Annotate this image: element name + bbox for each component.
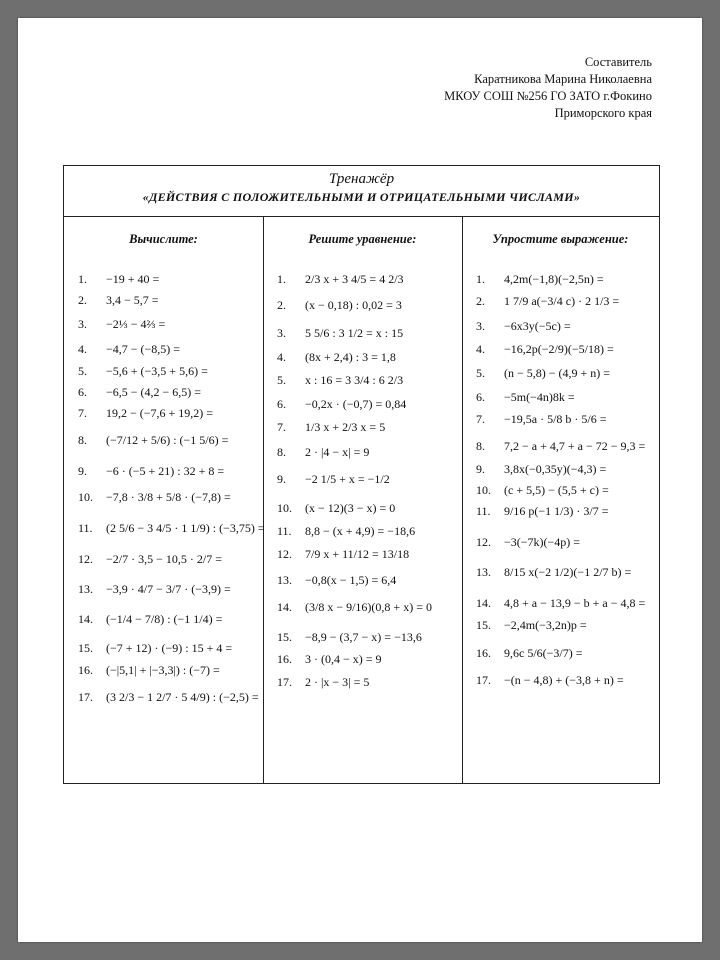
item-number: 11. — [476, 503, 491, 518]
list-item — [277, 442, 460, 462]
list-item — [476, 409, 657, 429]
author-name: Каратникова Марина Николаевна — [474, 72, 652, 86]
item-number: 10. — [476, 482, 491, 497]
item-number: 14. — [476, 595, 491, 610]
item-number: 5. — [476, 365, 485, 380]
list-item — [476, 480, 657, 500]
item-number: 16. — [476, 645, 491, 660]
list-item — [277, 649, 460, 669]
item-number: 15. — [277, 629, 292, 644]
item-number: 11. — [78, 520, 93, 535]
item-expression: −7,8 · 3/8 + 5/8 · (−7,8) = — [106, 489, 231, 504]
author-region: Приморского края — [554, 106, 652, 120]
item-number: 5. — [78, 363, 87, 378]
item-expression: (−1/4 − 7/8) : (−1 1/4) = — [106, 611, 223, 626]
item-expression: 3 · (0,4 − x) = 9 — [305, 651, 382, 666]
item-expression: (3/8 x − 9/16)(0,8 + x) = 0 — [305, 599, 432, 614]
list-item — [476, 316, 657, 336]
author-block — [444, 54, 652, 122]
item-expression: −2⅓ − 4⅔ = — [106, 316, 166, 331]
item-expression: −0,2x · (−0,7) = 0,84 — [305, 396, 407, 411]
item-number: 8. — [476, 438, 485, 453]
worksheet-table — [63, 165, 660, 784]
author-role: Составитель — [584, 55, 652, 69]
item-expression: 2 · |4 − x| = 9 — [305, 444, 370, 459]
list-item — [476, 593, 657, 613]
item-expression: 3,8x(−0,35y)(−4,3) = — [504, 461, 607, 476]
item-number: 17. — [476, 672, 491, 687]
item-number: 12. — [78, 551, 93, 566]
item-expression: −2/7 · 3,5 − 10,5 · 2/7 = — [106, 551, 222, 566]
item-expression: 7,2 − a + 4,7 + a − 72 − 9,3 = — [504, 438, 646, 453]
list-item — [476, 643, 657, 663]
item-number: 10. — [277, 500, 292, 515]
list-item — [277, 544, 460, 564]
item-expression: 3,4 − 5,7 = — [106, 292, 159, 307]
item-expression: 2/3 x + 3 4/5 = 4 2/3 — [305, 271, 404, 286]
document-page — [18, 18, 702, 942]
list-item — [78, 609, 261, 629]
item-number: 6. — [277, 396, 286, 411]
item-number: 11. — [277, 523, 292, 538]
item-number: 16. — [78, 662, 93, 677]
list-item — [277, 521, 460, 541]
item-expression: −6 · (−5 + 21) : 32 + 8 = — [106, 463, 225, 478]
list-item — [78, 638, 261, 658]
item-number: 4. — [476, 341, 485, 356]
list-item — [476, 532, 657, 552]
item-expression: −6,5 − (4,2 − 6,5) = — [106, 384, 202, 399]
column-title: Упростите выражение: — [492, 232, 629, 246]
list-item — [277, 672, 460, 692]
column-title: Решите уравнение: — [308, 232, 417, 246]
item-number: 1. — [476, 271, 485, 286]
item-expression: x : 16 = 3 3/4 : 6 2/3 — [305, 372, 404, 387]
item-expression: −19,5a · 5/8 b · 5/6 = — [504, 411, 607, 426]
item-number: 3. — [78, 316, 87, 331]
list-item — [78, 361, 261, 381]
list-item — [277, 597, 460, 617]
column-title: Вычислите: — [129, 232, 198, 246]
list-item — [476, 436, 657, 456]
list-item — [277, 627, 460, 647]
item-number: 15. — [78, 640, 93, 655]
item-expression: 4,8 + a − 13,9 − b + a − 4,8 = — [504, 595, 646, 610]
item-number: 3. — [277, 325, 286, 340]
item-expression: (c + 5,5) − (5,5 + c) = — [504, 482, 609, 497]
item-number: 9. — [277, 471, 286, 486]
item-number: 7. — [277, 419, 286, 434]
item-expression: (n − 5,8) − (4,9 + n) = — [504, 365, 611, 380]
item-number: 7. — [78, 405, 87, 420]
item-number: 2. — [277, 297, 286, 312]
item-number: 13. — [277, 572, 292, 587]
list-item — [78, 269, 261, 289]
worksheet-title: Тренажёр — [328, 171, 395, 187]
list-item — [476, 615, 657, 635]
worksheet-header — [64, 166, 659, 217]
item-number: 13. — [476, 564, 491, 579]
item-number: 4. — [78, 341, 87, 356]
item-expression: 9/16 p(−1 1/3) · 3/7 = — [504, 503, 609, 518]
list-item — [476, 501, 657, 521]
list-item — [78, 579, 261, 599]
item-number: 5. — [277, 372, 286, 387]
list-item — [277, 347, 460, 367]
item-expression: (8x + 2,4) : 3 = 1,8 — [305, 349, 396, 364]
list-item — [78, 290, 261, 310]
list-item — [476, 459, 657, 479]
item-expression: −3,9 · 4/7 − 3/7 · (−3,9) = — [106, 581, 231, 596]
item-expression: (x − 12)(3 − x) = 0 — [305, 500, 396, 515]
item-expression: −5,6 + (−3,5 + 5,6) = — [106, 363, 208, 378]
item-expression: −6x3y(−5c) = — [504, 318, 571, 333]
item-number: 6. — [78, 384, 87, 399]
author-school: МКОУ СОШ №256 ГО ЗАТО г.Фокино — [444, 89, 652, 103]
item-expression: −16,2p(−2/9)(−5/18) = — [504, 341, 614, 356]
list-item — [277, 417, 460, 437]
item-number: 6. — [476, 389, 485, 404]
item-expression: 8/15 x(−2 1/2)(−1 2/7 b) = — [504, 564, 632, 579]
list-item — [277, 370, 460, 390]
item-number: 14. — [277, 599, 292, 614]
list-item — [78, 487, 261, 507]
item-expression: 7/9 x + 11/12 = 13/18 — [305, 546, 410, 561]
item-expression: −5m(−4n)8k = — [504, 389, 575, 404]
list-item — [78, 549, 261, 569]
list-item — [78, 660, 261, 680]
item-number: 17. — [78, 689, 93, 704]
item-number: 12. — [476, 534, 491, 549]
item-number: 9. — [476, 461, 485, 476]
item-expression: −(n − 4,8) + (−3,8 + n) = — [504, 672, 624, 687]
list-item — [476, 387, 657, 407]
item-number: 16. — [277, 651, 292, 666]
item-number: 3. — [476, 318, 485, 333]
item-expression: −3(−7k)(−4p) = — [504, 534, 581, 549]
item-number: 10. — [78, 489, 93, 504]
item-number: 7. — [476, 411, 485, 426]
list-item — [78, 461, 261, 481]
item-number: 12. — [277, 546, 292, 561]
list-item — [277, 269, 460, 289]
list-item — [277, 469, 460, 489]
column-equations — [263, 217, 463, 783]
item-expression: 2 · |x − 3| = 5 — [305, 674, 370, 689]
item-expression: 1 7/9 a(−3/4 c) · 2 1/3 = — [504, 293, 620, 308]
list-item — [277, 394, 460, 414]
worksheet-subtitle: «ДЕЙСТВИЯ С ПОЛОЖИТЕЛЬНЫМИ И ОТРИЦАТЕЛЬНЫМИ ЧИСЛАМИ» — [142, 190, 581, 204]
list-item — [476, 339, 657, 359]
item-expression: (−7 + 12) · (−9) : 15 + 4 = — [106, 640, 233, 655]
item-number: 14. — [78, 611, 93, 626]
list-item — [476, 363, 657, 383]
item-expression: −4,7 − (−8,5) = — [106, 341, 181, 356]
column-calculate — [64, 217, 264, 783]
item-number: 1. — [78, 271, 87, 286]
list-item — [277, 570, 460, 590]
item-number: 13. — [78, 581, 93, 596]
item-expression: 1/3 x + 2/3 x = 5 — [305, 419, 386, 434]
item-number: 8. — [78, 432, 87, 447]
list-item — [476, 670, 657, 690]
item-number: 15. — [476, 617, 491, 632]
worksheet-columns — [64, 217, 659, 783]
item-expression: −2,4m(−3,2n)p = — [504, 617, 587, 632]
item-number: 4. — [277, 349, 286, 364]
list-item — [277, 295, 460, 315]
item-number: 1. — [277, 271, 286, 286]
list-item — [78, 430, 261, 450]
item-expression: −0,8(x − 1,5) = 6,4 — [305, 572, 397, 587]
item-expression: 4,2m(−1,8)(−2,5n) = — [504, 271, 604, 286]
list-item — [78, 518, 265, 538]
item-expression: 19,2 − (−7,6 + 19,2) = — [106, 405, 214, 420]
item-expression: −19 + 40 = — [106, 271, 160, 286]
list-item — [78, 382, 261, 402]
item-expression: (2 5/6 − 3 4/5 · 1 1/9) : (−3,75) = — [106, 520, 265, 535]
column-simplify — [462, 217, 659, 783]
list-item — [277, 323, 460, 343]
list-item — [277, 498, 460, 518]
list-item — [78, 403, 261, 423]
item-number: 2. — [476, 293, 485, 308]
item-expression: −2 1/5 + x = −1/2 — [305, 471, 390, 486]
item-expression: 8,8 − (x + 4,9) = −18,6 — [305, 523, 416, 538]
item-expression: (x − 0,18) : 0,02 = 3 — [305, 297, 402, 312]
list-item — [476, 269, 657, 289]
item-expression: (3 2/3 − 1 2/7 · 5 4/9) : (−2,5) = — [106, 689, 259, 704]
item-number: 17. — [277, 674, 292, 689]
list-item — [78, 314, 261, 334]
list-item — [476, 291, 657, 311]
item-expression: (−7/12 + 5/6) : (−1 5/6) = — [106, 432, 229, 447]
list-item — [78, 687, 261, 707]
list-item — [476, 562, 657, 582]
item-expression: 5 5/6 : 3 1/2 = x : 15 — [305, 325, 404, 340]
item-number: 8. — [277, 444, 286, 459]
list-item — [78, 339, 261, 359]
item-expression: 9,6c 5/6(−3/7) = — [504, 645, 583, 660]
item-expression: (−|5,1| + |−3,3|) : (−7) = — [106, 662, 220, 677]
item-number: 2. — [78, 292, 87, 307]
item-number: 9. — [78, 463, 87, 478]
item-expression: −8,9 − (3,7 − x) = −13,6 — [305, 629, 422, 644]
